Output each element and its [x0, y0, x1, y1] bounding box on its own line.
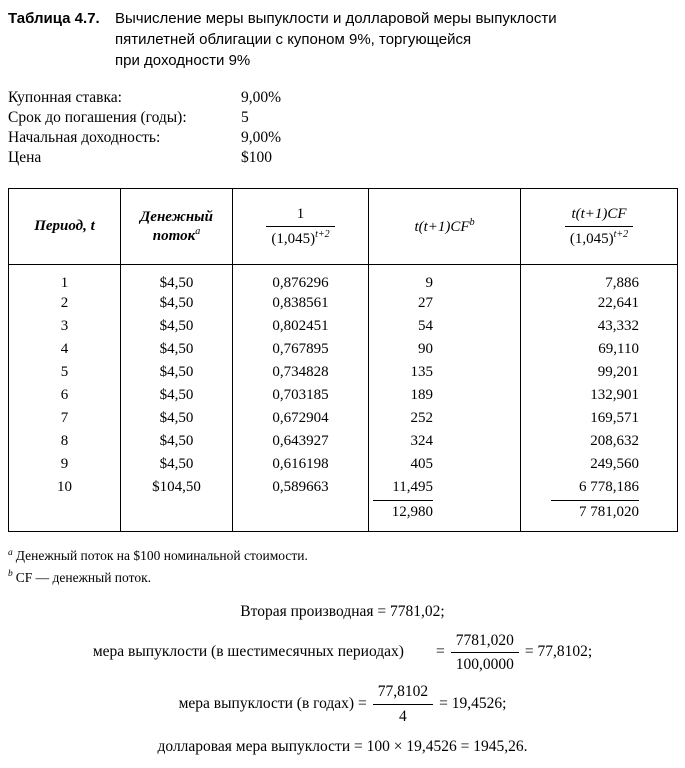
table-cell: 4 [60, 341, 69, 357]
parameter-row [8, 148, 677, 168]
header-cash-flow-label: Денежный поток [140, 208, 213, 244]
footnote-text: Денежный поток на $100 номинальной стоимости. [15, 548, 308, 563]
table-totals [9, 499, 678, 531]
table-cell [521, 265, 678, 293]
cell-value: 249,560 [590, 456, 639, 472]
fraction-numerator: t(t+1)CF [565, 205, 633, 227]
parameter-value: 9,00% [241, 129, 282, 146]
title-line: при доходности 9% [115, 52, 251, 69]
formula-lead: мера выпуклости (в шестимесячных периодах) [92, 643, 404, 661]
table-cell: $4,50 [121, 361, 233, 384]
table-cell: 5 [60, 364, 69, 380]
formula-convexity-semiannual [8, 631, 677, 675]
table-cell: 7 [60, 410, 69, 426]
formula-equation [436, 631, 592, 675]
title-line: пятилетней облигации с купоном 9%, торгующейся [115, 31, 472, 48]
footnotes [8, 544, 677, 587]
table-cell: 10 [57, 479, 72, 495]
table-cell: $4,50 [121, 315, 233, 338]
table-cell: 9 [60, 456, 69, 472]
discount-factor-fraction [266, 205, 334, 249]
denominator-base: (1,045) [271, 230, 316, 247]
footnote-ref-b: b [469, 217, 475, 228]
title-line: Вычисление меры выпуклости и долларовой меры выпуклости [115, 10, 557, 27]
parameter-value: 5 [241, 109, 249, 126]
denominator-exponent: t+2 [315, 228, 330, 240]
formula-lead: мера выпуклости (в годах) = [178, 695, 367, 713]
table-cell [369, 430, 521, 453]
total-discounted-cell [521, 499, 678, 531]
cell-value: 69,110 [598, 341, 639, 357]
table-cell: 0,643927 [233, 430, 369, 453]
table-cell [521, 453, 678, 476]
formula-result: = 77,8102; [524, 643, 593, 661]
cell-value: 132,901 [590, 387, 639, 403]
fraction-denominator: 4 [399, 707, 407, 725]
header-discount-factor [233, 189, 369, 265]
cell-value: 27 [418, 295, 433, 311]
formula-fraction [373, 682, 433, 726]
table-cell: 0,616198 [233, 453, 369, 476]
table-cell: $4,50 [121, 338, 233, 361]
table-cell [369, 361, 521, 384]
table-cell: $4,50 [121, 407, 233, 430]
discounted-fraction [565, 205, 633, 249]
table-cell [369, 315, 521, 338]
header-period [9, 189, 121, 265]
fraction-numerator: 77,8102 [373, 682, 433, 704]
table-cell: 0,734828 [233, 361, 369, 384]
cell-value: 54 [418, 318, 433, 334]
table-cell: $4,50 [121, 453, 233, 476]
table-title [8, 8, 677, 71]
fraction-numerator: 1 [266, 205, 334, 227]
denominator-base: (1,045) [569, 230, 614, 247]
table-row [9, 265, 678, 293]
table-cell [369, 476, 521, 499]
cell-value: 189 [410, 387, 433, 403]
table-cell: 0,802451 [233, 315, 369, 338]
parameter-value: $100 [241, 149, 272, 166]
total-discounted: 7 781,020 [551, 500, 639, 521]
header-period-label: Период, t [34, 218, 95, 234]
footnote-text: CF — денежный поток. [15, 569, 152, 585]
table-row [9, 430, 678, 453]
table-title-label: Таблица 4.7. [8, 10, 100, 27]
table-cell [521, 476, 678, 499]
table-cell-empty [121, 499, 233, 531]
table-cell: 0,876296 [233, 265, 369, 293]
formula-result: = 19,4526; [439, 695, 507, 713]
formula-second-derivative: Вторая производная = 7781,02; [240, 602, 445, 620]
header-t-t1-cf [369, 189, 521, 265]
cell-value: 22,641 [597, 295, 639, 311]
table-row [9, 361, 678, 384]
table-cell: 8 [60, 433, 69, 449]
header-discounted-t-t1-cf [521, 189, 678, 265]
table-cell [369, 338, 521, 361]
table-cell [521, 315, 678, 338]
table-cell: 2 [60, 295, 69, 311]
footnote-a [8, 544, 677, 566]
table-cell: $4,50 [121, 384, 233, 407]
fraction-denominator [266, 227, 334, 249]
table-cell: $4,50 [121, 430, 233, 453]
cell-value: 208,632 [590, 433, 639, 449]
formula-dollar-convexity: долларовая мера выпуклости = 100 × 19,4526 = 1945,26. [157, 738, 528, 755]
cell-value: 324 [410, 433, 433, 449]
equals-sign: = [435, 643, 445, 661]
formulas-block [8, 603, 677, 757]
parameter-name: Купонная ставка: [8, 89, 122, 106]
table-cell [521, 361, 678, 384]
table-cell [521, 384, 678, 407]
cell-value: 11,495 [392, 479, 433, 495]
table-cell [521, 430, 678, 453]
cell-value: 90 [418, 341, 433, 357]
convexity-table [8, 188, 678, 532]
parameter-name: Начальная доходность: [8, 129, 161, 146]
fraction-denominator: 100,0000 [455, 655, 514, 673]
parameter-row [8, 88, 677, 108]
parameter-name: Цена [8, 149, 42, 166]
table-header [9, 189, 678, 265]
table-cell [521, 407, 678, 430]
table-body [9, 265, 678, 500]
table-row [9, 292, 678, 315]
table-cell [369, 384, 521, 407]
parameter-row [8, 108, 677, 128]
cell-value: 7,886 [605, 275, 639, 291]
cell-value: 9 [425, 275, 433, 291]
header-t-t1-cf-label: t(t+1)CF [414, 219, 470, 235]
total-t-t1-cf-cell [369, 499, 521, 531]
table-cell: $104,50 [121, 476, 233, 499]
parameters-list [8, 88, 677, 168]
parameter-value: 9,00% [241, 89, 282, 106]
cell-value: 252 [410, 410, 433, 426]
table-cell: 0,703185 [233, 384, 369, 407]
table-cell [369, 265, 521, 293]
cell-value: 6 778,186 [579, 479, 639, 495]
table-row [9, 453, 678, 476]
table-cell: $4,50 [121, 292, 233, 315]
table-cell-empty [9, 499, 121, 531]
table-row [9, 315, 678, 338]
cell-value: 405 [410, 456, 433, 472]
cell-value: 135 [410, 364, 433, 380]
table-cell: 3 [60, 318, 69, 334]
table-row [9, 338, 678, 361]
totals-row [9, 499, 678, 531]
table-cell-empty [233, 499, 369, 531]
cell-value: 169,571 [590, 410, 639, 426]
table-cell: 1 [60, 275, 69, 291]
formula-convexity-annual [8, 682, 677, 726]
fraction-numerator: 7781,020 [451, 631, 519, 653]
header-cash-flow [121, 189, 233, 265]
fraction-denominator [565, 227, 633, 249]
footnote-ref-a: a [195, 225, 201, 237]
table-cell [521, 338, 678, 361]
table-cell: 0,767895 [233, 338, 369, 361]
table-cell [369, 292, 521, 315]
table-cell: 6 [60, 387, 69, 403]
table-row [9, 476, 678, 499]
table-cell [369, 453, 521, 476]
footnote-marker: a [8, 547, 13, 558]
footnote-b [8, 565, 677, 587]
formula-fraction [451, 631, 519, 675]
cell-value: 43,332 [597, 318, 639, 334]
table-cell: $4,50 [121, 265, 233, 293]
footnote-marker: b [8, 569, 13, 579]
parameter-name: Срок до погашения (годы): [8, 109, 187, 126]
table-cell [369, 407, 521, 430]
table-row [9, 407, 678, 430]
cell-value: 99,201 [597, 364, 639, 380]
total-t-t1-cf: 12,980 [373, 500, 433, 521]
table-cell: 0,838561 [233, 292, 369, 315]
table-cell [521, 292, 678, 315]
denominator-exponent: t+2 [613, 228, 629, 240]
parameter-row [8, 128, 677, 148]
table-title-text [115, 8, 557, 71]
table-cell: 0,589663 [233, 476, 369, 499]
table-cell: 0,672904 [233, 407, 369, 430]
table-row [9, 384, 678, 407]
